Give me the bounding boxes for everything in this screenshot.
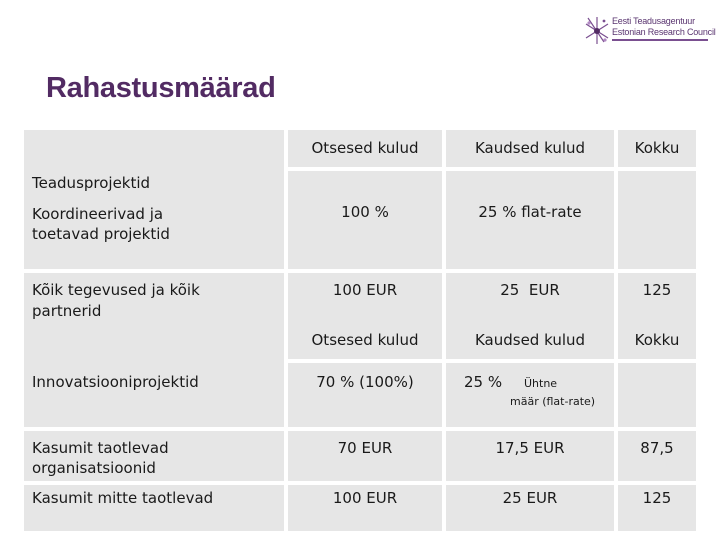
t2-label-block (24, 327, 284, 427)
t2-header-direct-label: Otsesed kulud (311, 331, 419, 349)
t1-row2-indirect-value: 25 EUR (500, 281, 560, 299)
t2-header-total (618, 327, 696, 359)
t1-row1-indirect (446, 171, 614, 269)
t2-section-indirect (446, 363, 614, 427)
t1-row2-direct-value: 100 EUR (332, 281, 398, 299)
t1-row2-direct (288, 273, 442, 327)
t1-row1-indirect-value: 25 % flat-rate (478, 203, 582, 221)
t2-row2-indirect-value: 25 EUR (502, 489, 558, 507)
t2-section-indirect-main: 25 % (464, 373, 503, 391)
t1-row1-direct (288, 171, 442, 269)
t2-header-direct (288, 327, 442, 359)
t2-row2-label-cell (24, 485, 284, 531)
t1-header-empty (24, 130, 284, 167)
logo-text-english: Estonian Research Council (612, 27, 716, 37)
t1-row1-label-line2: toetavad projektid (32, 225, 170, 243)
t2-row2-label: Kasumit mitte taotlevad (32, 489, 214, 507)
logo (584, 14, 716, 50)
t1-header-total (618, 130, 696, 167)
t1-row1-direct-value: 100 % (341, 203, 389, 221)
t1-header-indirect-label: Kaudsed kulud (474, 139, 586, 157)
page-title: Rahastusmäärad (46, 72, 276, 104)
t1-header-indirect (446, 130, 614, 167)
t1-header-direct (288, 130, 442, 167)
t1-row2-label-line2: partnerid (32, 302, 102, 320)
t1-section-label: Teadusprojektid (32, 174, 151, 192)
t1-row2-label-line1: Kõik tegevused ja kõik (32, 281, 200, 299)
t2-row2-direct-value: 100 EUR (332, 489, 398, 507)
t1-row2-label-cell (24, 273, 284, 327)
t2-header-indirect (446, 327, 614, 359)
t2-section-direct-value: 70 % (100%) (316, 373, 414, 391)
t2-header-total-label: Kokku (634, 331, 680, 349)
t2-row1-direct-value: 70 EUR (337, 439, 393, 457)
t2-row1-total (618, 431, 696, 481)
t2-row1-total-value: 87,5 (640, 439, 674, 457)
t1-label-block (24, 167, 284, 269)
t2-row1-label-cell (24, 431, 284, 481)
t2-row1-indirect (446, 431, 614, 481)
t1-header-total-label: Kokku (634, 139, 680, 157)
t2-row2-total-value: 125 (642, 489, 672, 507)
t1-row2-total-value: 125 (642, 281, 672, 299)
t2-section-indirect-note2: määr (flat-rate) (510, 395, 596, 408)
t1-row2-indirect (446, 273, 614, 327)
t2-section-direct (288, 363, 442, 427)
t2-section-label: Innovatsiooniprojektid (32, 373, 199, 391)
t2-header-indirect-label: Kaudsed kulud (474, 331, 586, 349)
t2-row1-direct (288, 431, 442, 481)
logo-underline (612, 39, 708, 41)
t2-section-indirect-note1: Ühtne (524, 377, 558, 390)
logo-text-estonian: Eesti Teadusagentuur (612, 16, 695, 26)
t2-row1-indirect-value: 17,5 EUR (495, 439, 565, 457)
t2-row1-label-line2: organisatsioonid (32, 459, 156, 477)
t2-row2-indirect (446, 485, 614, 531)
t1-header-direct-label: Otsesed kulud (311, 139, 419, 157)
t1-row1-label-line1: Koordineerivad ja (32, 205, 164, 223)
t2-row2-direct (288, 485, 442, 531)
t2-row2-total (618, 485, 696, 531)
t1-row2-total (618, 273, 696, 327)
t2-row1-label-line1: Kasumit taotlevad (32, 439, 169, 457)
t1-row1-total (618, 171, 696, 269)
logo-star-icon (584, 14, 610, 48)
t2-section-total (618, 363, 696, 427)
